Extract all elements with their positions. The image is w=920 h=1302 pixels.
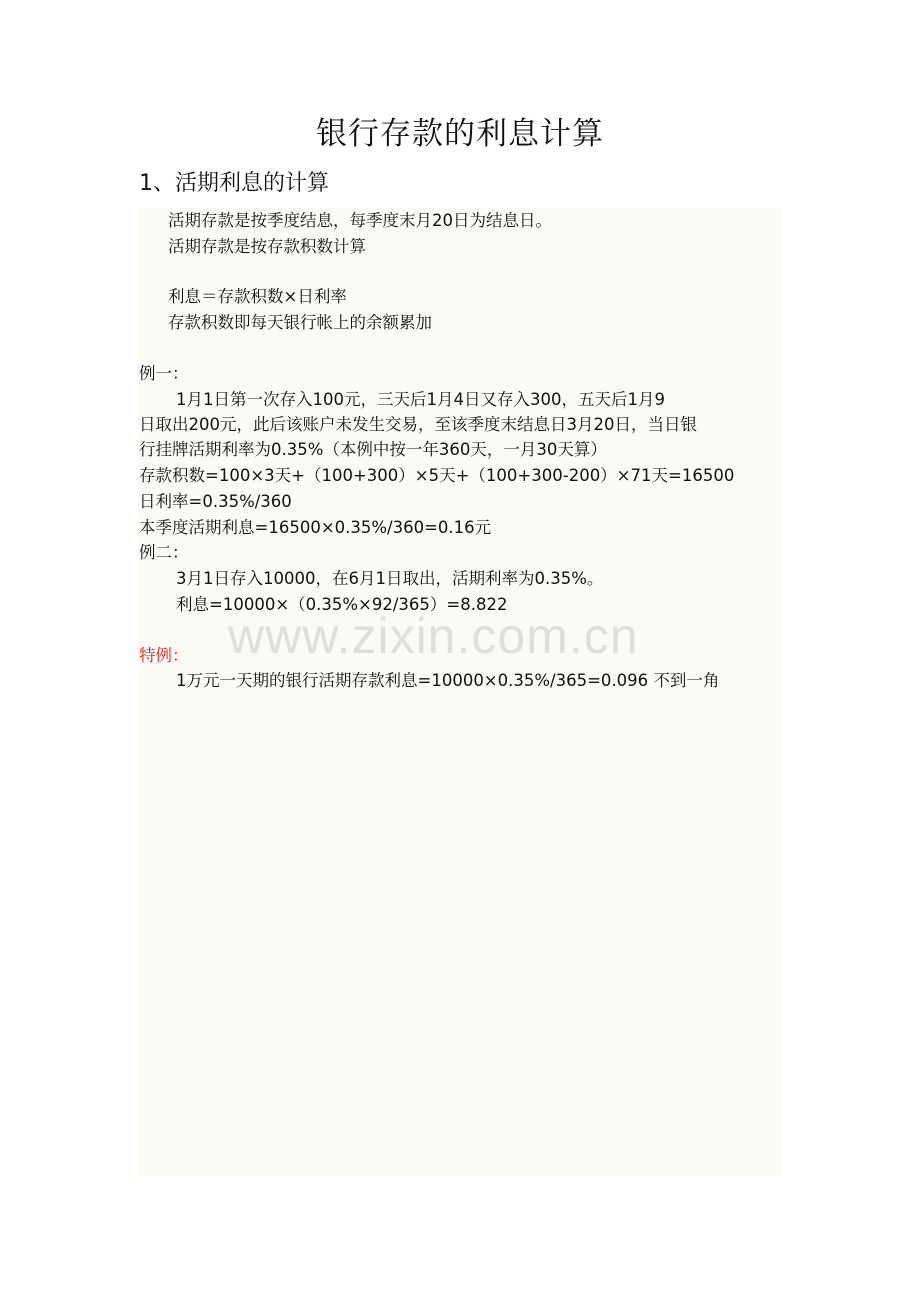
- section-heading: 1、活期利息的计算: [139, 171, 329, 196]
- example1-label: 例一：: [139, 364, 189, 383]
- example1-calc-2: 日利率=0.35%/360: [139, 492, 292, 511]
- example1-text-1: 1月1日第一次存入100元，三天后1月4日又存入300，五天后1月9: [176, 390, 665, 409]
- formula-line-1: 利息＝存款积数×日利率: [168, 287, 347, 306]
- watermark: www.zixin.com.cn: [228, 608, 639, 664]
- document-title: 银行存款的利息计算: [316, 116, 604, 152]
- example2-text-1: 3月1日存入10000，在6月1日取出，活期利率为0.35%。: [176, 569, 604, 588]
- special-text-1: 1万元一天期的银行活期存款利息=10000×0.35%/365=0.096 不到一角: [176, 671, 720, 690]
- example2-label: 例二：: [139, 543, 189, 562]
- formula-line-2: 存款积数即每天银行帐上的余额累加: [168, 313, 432, 332]
- example2-text-2: 利息=10000×（0.35%×92/365）=8.822: [176, 595, 508, 614]
- intro-line-2: 活期存款是按存款积数计算: [168, 237, 366, 256]
- example1-text-3: 行挂牌活期利率为0.35%（本例中按一年360天，一月30天算）: [139, 440, 607, 459]
- example1-calc-1: 存款积数=100×3天+（100+300）×5天+（100+300-200）×71天=16500: [139, 466, 735, 485]
- example1-calc-3: 本季度活期利息=16500×0.35%/360=0.16元: [139, 518, 492, 537]
- intro-line-1: 活期存款是按季度结息，每季度末月20日为结息日。: [168, 211, 552, 230]
- special-label: 特例：: [139, 646, 189, 665]
- example1-text-2: 日取出200元，此后该账户未发生交易，至该季度末结息日3月20日，当日银: [139, 415, 697, 434]
